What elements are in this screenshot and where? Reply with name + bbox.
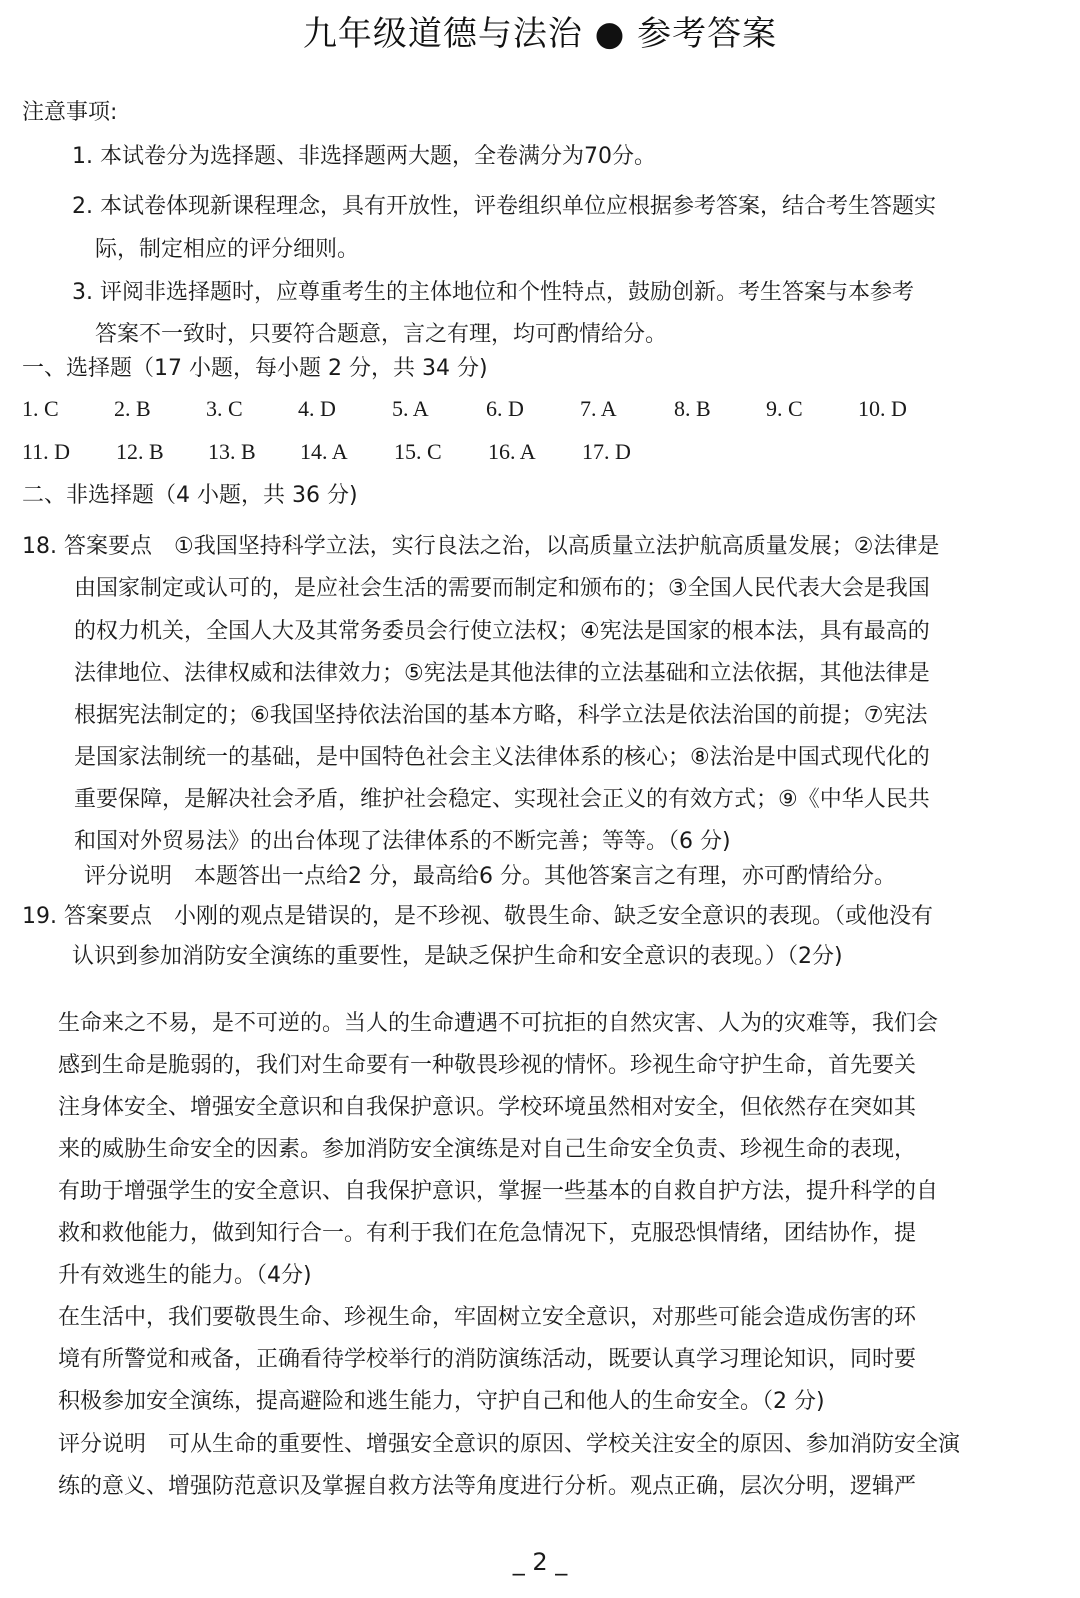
- q18-line: 18. 答案要点 ①我国坚持科学立法，实行良法之治，以高质量立法护航高质量发展；②法律是: [22, 534, 940, 559]
- mc-answer: 10. D: [858, 396, 907, 421]
- q19-para2-line: 救和救他能力，做到知行合一。有利于我们在危急情况下，克服恐惧情绪，团结协作，提: [58, 1221, 917, 1246]
- q19-para3-line: 积极参加安全演练，提高避险和逃生能力，守护自己和他人的生命安全。（2 分): [58, 1389, 825, 1414]
- q19-para3-line: 在生活中，我们要敬畏生命、珍视生命，牢固树立安全意识，对那些可能会造成伤害的环: [58, 1305, 917, 1330]
- q18-scoring: 评分说明 本题答出一点给2 分，最高给6 分。其他答案言之有理，亦可酌情给分。: [84, 864, 896, 889]
- document-title: 九年级道德与法治 ● 参考答案: [302, 14, 778, 54]
- mc-answer: 9. C: [766, 396, 803, 421]
- q18-line: 的权力机关，全国人大及其常务委员会行使立法权；④宪法是国家的根本法，具有最高的: [74, 619, 930, 644]
- q19-para2-line: 来的威胁生命安全的因素。参加消防安全演练是对自己生命安全负责、珍视生命的表现，: [58, 1137, 917, 1162]
- page-number: _ 2 _: [512, 1548, 568, 1576]
- note-item: 答案不一致时，只要符合题意，言之有理，均可酌情给分。: [95, 322, 668, 347]
- mc-answer: 16. A: [488, 439, 536, 464]
- q19-line: 认识到参加消防安全演练的重要性，是缺乏保护生命和安全意识的表现。）（2分): [72, 944, 843, 969]
- mc-answer: 7. A: [580, 396, 617, 421]
- q18-line: 是国家法制统一的基础，是中国特色社会主义法律体系的核心；⑧法治是中国式现代化的: [74, 745, 930, 770]
- note-item: 1. 本试卷分为选择题、非选择题两大题，全卷满分为70分。: [72, 144, 656, 169]
- mc-answer: 1. C: [22, 396, 59, 421]
- mc-answer: 5. A: [392, 396, 429, 421]
- mc-answer: 13. B: [208, 439, 256, 464]
- q19-scoring-line: 评分说明 可从生命的重要性、增强安全意识的原因、学校关注安全的原因、参加消防安全演: [58, 1432, 961, 1457]
- mc-answer: 8. B: [674, 396, 711, 421]
- q18-line: 由国家制定或认可的，是应社会生活的需要而制定和颁布的；③全国人民代表大会是我国: [74, 576, 930, 601]
- q19-para2-line: 注身体安全、增强安全意识和自我保护意识。学校环境虽然相对安全，但依然存在突如其: [58, 1095, 917, 1120]
- note-item: 际，制定相应的评分细则。: [95, 237, 360, 262]
- mc-answer: 4. D: [298, 396, 336, 421]
- q19-para2-line: 感到生命是脆弱的，我们对生命要有一种敬畏珍视的情怀。珍视生命守护生命，首先要关: [58, 1053, 917, 1078]
- q18-line: 重要保障，是解决社会矛盾，维护社会稳定、实现社会正义的有效方式；⑨《中华人民共: [74, 787, 930, 812]
- mc-answer: 2. B: [114, 396, 151, 421]
- q19-para2-line: 有助于增强学生的安全意识、自我保护意识，掌握一些基本的自救自护方法，提升科学的自: [58, 1179, 939, 1204]
- q18-line: 根据宪法制定的；⑥我国坚持依法治国的基本方略，科学立法是依法治国的前提；⑦宪法: [74, 703, 928, 728]
- q19-para2-line: 生命来之不易，是不可逆的。当人的生命遭遇不可抗拒的自然灾害、人为的灾难等，我们会: [58, 1011, 939, 1036]
- note-item: 2. 本试卷体现新课程理念，具有开放性，评卷组织单位应根据参考答案，结合考生答题实: [72, 194, 936, 219]
- section2-heading: 二、非选择题（4 小题，共 36 分): [22, 483, 358, 508]
- q19-scoring-line: 练的意义、增强防范意识及掌握自救方法等角度进行分析。观点正确，层次分明，逻辑严: [58, 1474, 917, 1499]
- q19-line: 19. 答案要点 小刚的观点是错误的，是不珍视、敬畏生命、缺乏安全意识的表现。（或他没有: [22, 904, 933, 929]
- mc-answer: 12. B: [116, 439, 164, 464]
- note-item: 3. 评阅非选择题时，应尊重考生的主体地位和个性特点，鼓励创新。考生答案与本参考: [72, 280, 914, 305]
- q18-line: 法律地位、法律权威和法律效力；⑤宪法是其他法律的立法基础和立法依据，其他法律是: [74, 661, 930, 686]
- mc-answer: 3. C: [206, 396, 243, 421]
- q18-line: 和国对外贸易法》的出台体现了法律体系的不断完善；等等。（6 分): [74, 829, 731, 854]
- mc-answer: 11. D: [22, 439, 71, 464]
- notes-heading: 注意事项:: [22, 100, 118, 125]
- mc-answer: 17. D: [582, 439, 631, 464]
- mc-answer: 15. C: [394, 439, 442, 464]
- q19-para3-line: 境有所警觉和戒备，正确看待学校举行的消防演练活动，既要认真学习理论知识，同时要: [58, 1347, 917, 1372]
- section1-heading: 一、选择题（17 小题，每小题 2 分，共 34 分): [22, 356, 488, 381]
- mc-answer: 6. D: [486, 396, 524, 421]
- q19-para2-line: 升有效逃生的能力。（4分): [58, 1263, 312, 1288]
- mc-answer: 14. A: [300, 439, 348, 464]
